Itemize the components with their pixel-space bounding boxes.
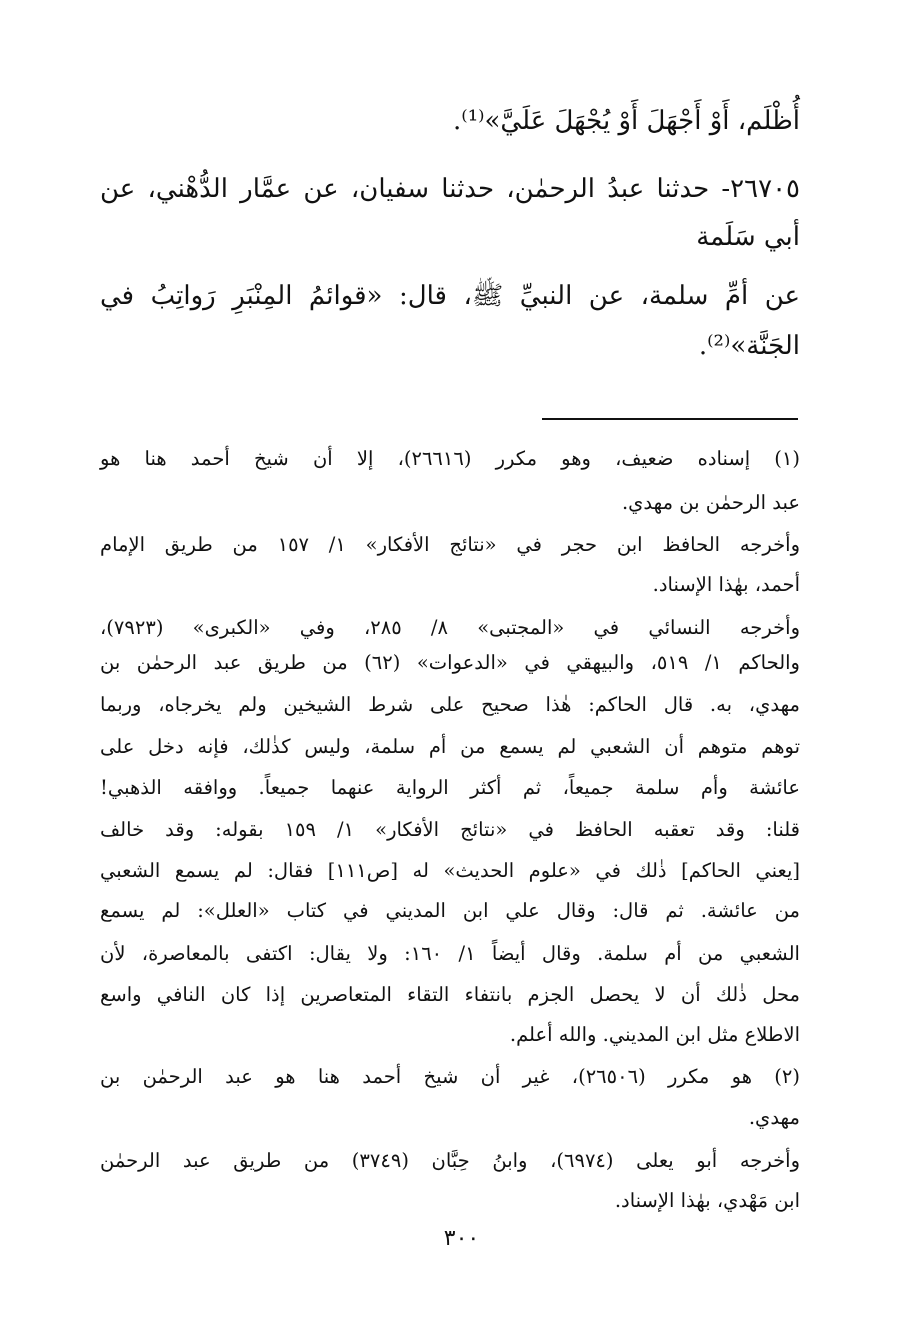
footnote-line-12: من عائشة. ثم قال: وقال علي ابن المديني في كتاب «العلل»: لم يسمع — [100, 899, 800, 922]
footnote-line-1: (١) إسناده ضعيف، وهو مكرر (٢٦٦١٦)، إلا أن شيخ أحمد هنا هو — [100, 447, 800, 470]
main-line-4: عن أمِّ سلمة، عن النبيِّ ﷺ، قال: «قوائمُ المِنْبَرِ رَواتِبُ في — [100, 281, 800, 311]
footnote-line-10: قلنا: وقد تعقبه الحافظ في «نتائج الأفكار» ١/ ١٥٩ بقوله: وقد خالف — [100, 818, 800, 841]
footnote-line-6: والحاكم ١/ ٥١٩، والبيهقي في «الدعوات» (٦٢) من طريق عبد الرحمٰن بن — [100, 651, 800, 674]
footnote-line-15: الاطلاع مثل ابن المديني. والله أعلم. — [509, 1023, 800, 1046]
footnote-line-7: مهدي، به. قال الحاكم: هٰذا صحيح على شرط الشيخين ولم يخرجاه، وربما — [100, 693, 800, 716]
footnote-line-8: توهم متوهم أن الشعبي لم يسمع من أم سلمة، وليس كذٰلك، فإنه دخل على — [100, 735, 800, 758]
main-line-1: أُظْلَم، أَوْ أَجْهَلَ أَوْ يُجْهَلَ عَلَيَّ»⁽¹⁾. — [453, 106, 800, 136]
footnote-line-19: ابن مَهْدي، بهٰذا الإسناد. — [614, 1189, 800, 1212]
footnote-line-11: [يعني الحاكم] ذٰلك في «علوم الحديث» له [ص١١١] فقال: لم يسمع الشعبي — [100, 859, 801, 882]
footnote-line-17: مهدي. — [748, 1106, 800, 1129]
footnote-line-5: وأخرجه النسائي في «المجتبى» ٨/ ٢٨٥، وفي «الكبرى» (٧٩٢٣)، — [100, 616, 800, 639]
footnote-separator — [542, 418, 798, 420]
footnote-line-13: الشعبي من أم سلمة. وقال أيضاً ١/ ١٦٠: ولا يقال: اكتفى بالمعاصرة، لأن — [100, 942, 800, 965]
footnote-line-4: أحمد، بهٰذا الإسناد. — [652, 573, 800, 596]
footnote-line-2: عبد الرحمٰن بن مهدي. — [621, 491, 800, 514]
footnote-line-16: (٢) هو مكرر (٢٦٥٠٦)، غير أن شيخ أحمد هنا هو عبد الرحمٰن بن — [100, 1065, 800, 1088]
footnote-line-3: وأخرجه الحافظ ابن حجر في «نتائج الأفكار» ١/ ١٥٧ من طريق الإمام — [100, 533, 800, 556]
main-line-5: الجَنَّة»⁽²⁾. — [698, 331, 800, 361]
main-line-3: أبي سَلَمة — [696, 222, 800, 252]
footnote-line-9: عائشة وأم سلمة جميعاً، ثم أكثر الرواية عنهما جميعاً. ووافقه الذهبي! — [100, 776, 800, 799]
footnote-line-18: وأخرجه أبو يعلى (٦٩٧٤)، وابنُ حِبَّان (٣٧٤٩) من طريق عبد الرحمٰن — [100, 1149, 800, 1172]
hadith-header-line: ٢٦٧٠٥- حدثنا عبدُ الرحمٰن، حدثنا سفيان، عن عمَّار الدُّهْني، عن — [100, 174, 800, 204]
page-number: ٣٠٠ — [443, 1226, 480, 1251]
footnote-line-14: محل ذٰلك أن لا يحصل الجزم بانتفاء التقاء المتعاصرين إذا كان النافي واسع — [100, 983, 800, 1006]
